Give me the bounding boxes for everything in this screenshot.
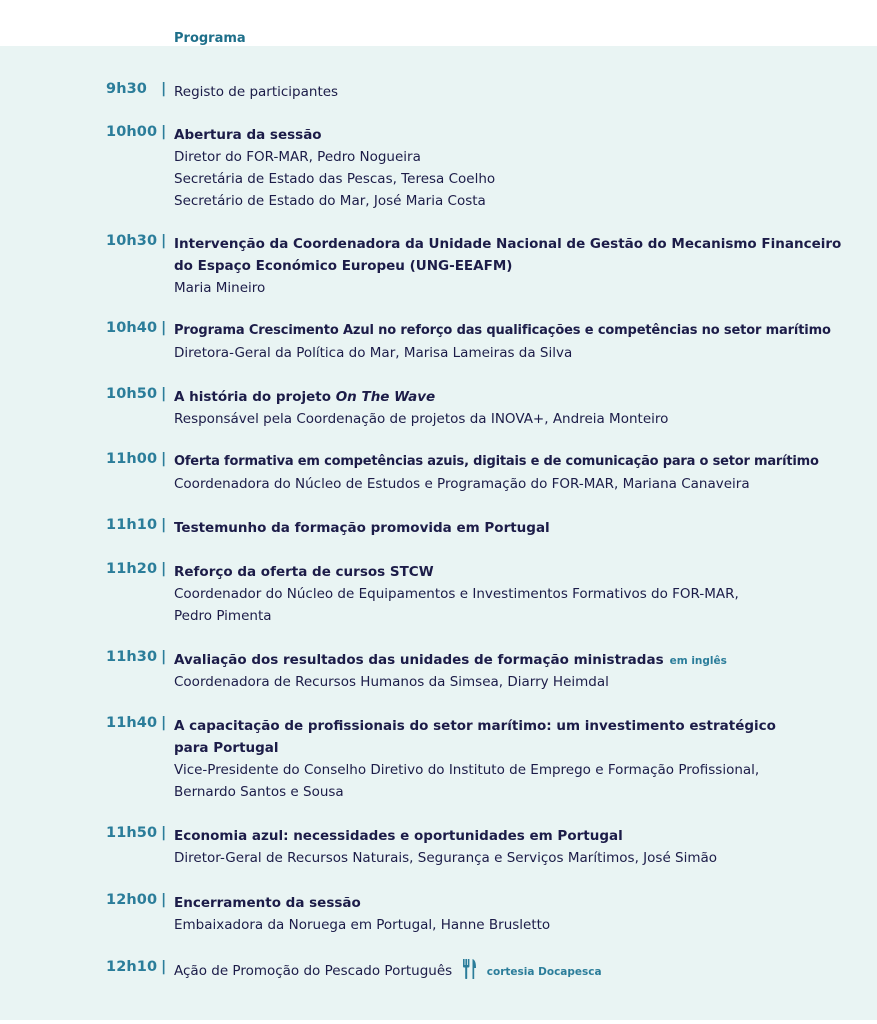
time-label: 11h40 xyxy=(106,715,158,731)
speaker-line: Coordenadora de Recursos Humanos da Simsea, Diarry Heimdal xyxy=(174,674,609,690)
time-label: 11h30 xyxy=(106,649,158,665)
item-content xyxy=(174,517,864,539)
item-title xyxy=(174,386,864,408)
speaker-line: Responsável pela Coordenação de projetos da INOVA+, Andreia Monteiro xyxy=(174,411,669,427)
program-tab xyxy=(0,0,877,46)
separator: | xyxy=(161,320,167,336)
speaker-line: Maria Mineiro xyxy=(174,280,266,296)
speaker-line: Secretário de Estado do Mar, José Maria Costa xyxy=(174,193,486,209)
item-title: Encerramento da sessão xyxy=(174,895,361,911)
item-title: Testemunho da formação promovida em Portugal xyxy=(174,520,550,536)
speaker-line: Diretor-Geral de Recursos Naturais, Segurança e Serviços Marítimos, José Simão xyxy=(174,850,718,866)
item-text-line xyxy=(174,959,864,981)
time-label: 11h00 xyxy=(106,451,158,467)
item-content xyxy=(174,124,864,212)
separator: | xyxy=(161,386,167,402)
program-panel xyxy=(0,46,877,1020)
item-title-text: A história do projeto xyxy=(174,389,336,405)
item-title-continued: do Espaço Económico Europeu (UNG-EEAFM) xyxy=(174,258,513,274)
language-note: em inglês xyxy=(669,655,727,667)
item-content xyxy=(174,320,864,364)
item-text: Registo de participantes xyxy=(174,84,339,100)
item-title: Abertura da sessão xyxy=(174,127,322,143)
item-content xyxy=(174,649,864,693)
item-title xyxy=(174,649,864,671)
speaker-line: Coordenador do Núcleo de Equipamentos e Investimentos Formativos do FOR-MAR, xyxy=(174,586,739,602)
time-label: 10h50 xyxy=(106,386,158,402)
sponsor-note: cortesia Docapesca xyxy=(486,966,602,978)
time-label: 9h30 xyxy=(106,81,147,97)
item-content xyxy=(174,959,864,981)
item-content xyxy=(174,386,864,430)
item-title-text: Avaliação dos resultados das unidades de formação ministradas xyxy=(174,652,664,668)
item-content xyxy=(174,451,864,495)
time-label: 12h00 xyxy=(106,892,158,908)
program-heading: Programa xyxy=(174,31,246,46)
item-content xyxy=(174,561,864,627)
speaker-line: Vice-Presidente do Conselho Diretivo do Instituto de Emprego e Formação Profissional, xyxy=(174,762,760,778)
item-title: Economia azul: necessidades e oportunidades em Portugal xyxy=(174,828,623,844)
item-title: Intervenção da Coordenadora da Unidade Nacional de Gestão do Mecanismo Financeiro xyxy=(174,236,842,252)
time-label: 10h30 xyxy=(106,233,158,249)
separator: | xyxy=(161,451,167,467)
time-label: 10h40 xyxy=(106,320,158,336)
time-label: 12h10 xyxy=(106,959,158,975)
item-title: A capacitação de profissionais do setor marítimo: um investimento estratégico xyxy=(174,718,776,734)
item-content xyxy=(174,715,864,803)
speaker-line: Secretária de Estado das Pescas, Teresa Coelho xyxy=(174,171,496,187)
separator: | xyxy=(161,124,167,140)
item-content xyxy=(174,81,864,103)
speaker-line: Diretora-Geral da Política do Mar, Marisa Lameiras da Silva xyxy=(174,345,573,361)
separator: | xyxy=(161,649,167,665)
item-content xyxy=(174,233,864,299)
item-title: Oferta formativa em competências azuis, digitais e de comunicação para o setor marítimo xyxy=(174,454,819,469)
item-content xyxy=(174,892,864,936)
separator: | xyxy=(161,825,167,841)
fork-knife-icon xyxy=(463,959,477,986)
speaker-line: Pedro Pimenta xyxy=(174,608,272,624)
item-title: Programa Crescimento Azul no reforço das qualificações e competências no setor marítimo xyxy=(174,323,831,338)
speaker-line: Diretor do FOR-MAR, Pedro Nogueira xyxy=(174,149,421,165)
speaker-line: Bernardo Santos e Sousa xyxy=(174,784,344,800)
item-content xyxy=(174,825,864,869)
item-title-continued: para Portugal xyxy=(174,740,279,756)
item-title: Reforço da oferta de cursos STCW xyxy=(174,564,434,580)
separator: | xyxy=(161,517,167,533)
speaker-line: Coordenadora do Núcleo de Estudos e Programação do FOR-MAR, Mariana Canaveira xyxy=(174,476,750,492)
project-name: On The Wave xyxy=(335,389,436,405)
time-label: 10h00 xyxy=(106,124,158,140)
separator: | xyxy=(161,715,167,731)
time-label: 11h50 xyxy=(106,825,158,841)
separator: | xyxy=(161,561,167,577)
item-text: Ação de Promoção do Pescado Português xyxy=(174,963,453,979)
speaker-line: Embaixadora da Noruega em Portugal, Hanne Brusletto xyxy=(174,917,551,933)
separator: | xyxy=(161,892,167,908)
separator: | xyxy=(161,233,167,249)
separator: | xyxy=(161,959,167,975)
separator: | xyxy=(161,81,167,97)
time-label: 11h10 xyxy=(106,517,158,533)
time-label: 11h20 xyxy=(106,561,158,577)
